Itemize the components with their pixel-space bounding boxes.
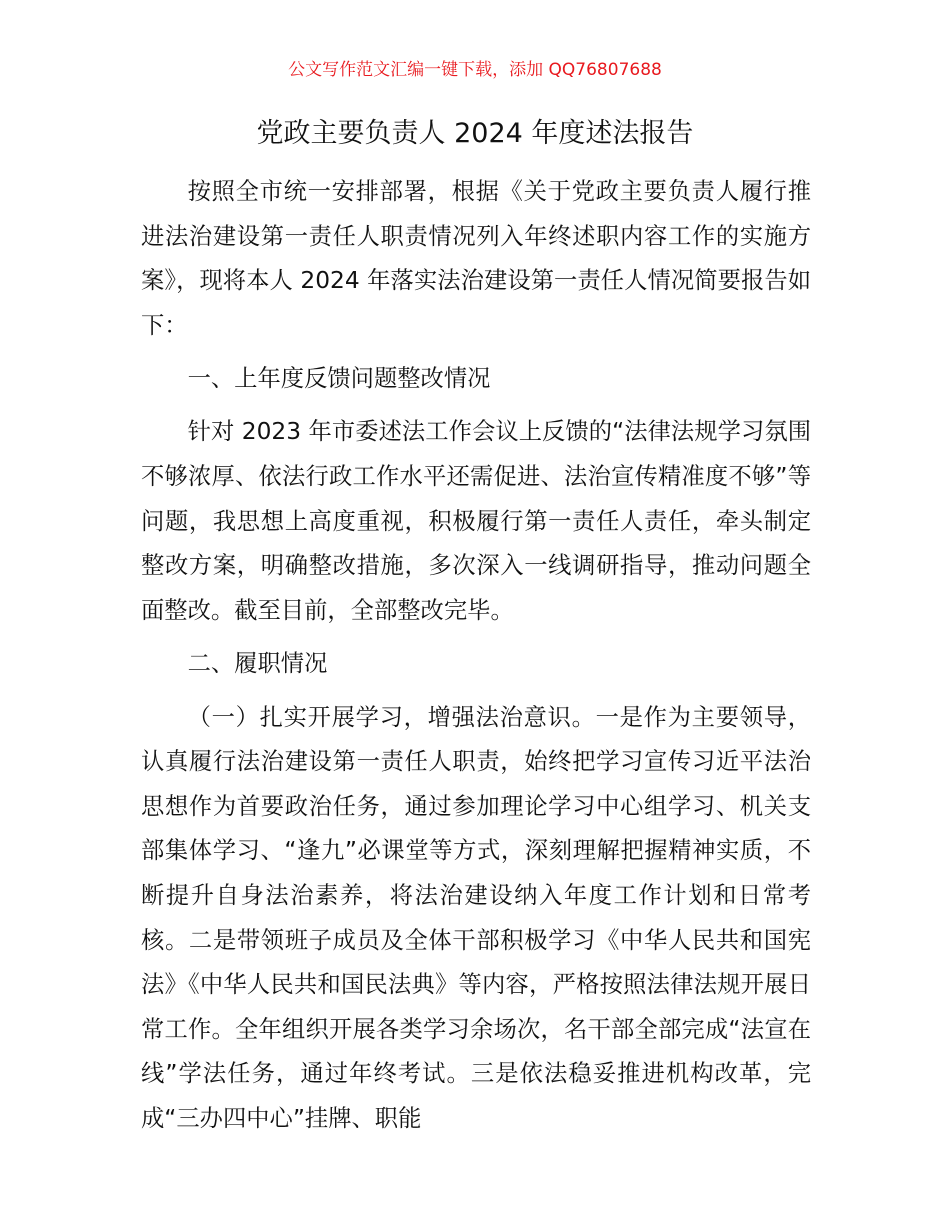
duty-paragraph: （一）扎实开展学习，增强法治意识。一是作为主要领导，认真履行法治建设第一责任人职责，始终把学习宣传习近平法治思想作为首要政治任务，通过参加理论学习中心组学习、机关支部集体学习、“逢九”必课堂等方式，深刻理解把握精神实质，不断提升自身法治素养，将法治建设纳入年度工作计划和日常考核。二是带领班子成员及全体干部积极学习《中华人民共和国宪法》《中华人民共和国民法典》等内容，严格按照法律法规开展日常工作。全年组织开展各类学习余场次，名干部全部完成“法宣在线”学法任务，通过年终考试。三是依法稳妥推进机构改革，完成“三办四中心”挂牌、职能: [141, 703, 811, 1132]
section-heading-2: 二、履职情况: [187, 649, 328, 677]
intro-paragraph: 按照全市统一安排部署，根据《关于党政主要负责人履行推进法治建设第一责任人职责情况列入年终述职内容工作的实施方案》，现将本人 2024 年落实法治建设第一责任人情况简要报告如下：: [141, 178, 811, 339]
document-title: 党政主要负责人 2024 年度述法报告: [256, 118, 694, 149]
document-body: [141, 170, 811, 1150]
rectification-paragraph: 针对 2023 年市委述法工作会议上反馈的“法律法规学习氛围不够浓厚、依法行政工作水平还需促进、法治宣传精准度不够”等问题，我思想上高度重视，积极履行第一责任人责任，牵头制定整改方案，明确整改措施，多次深入一线调研指导，推动问题全面整改。截至目前，全部整改完毕。: [141, 418, 811, 624]
section-heading-1: 一、上年度反馈问题整改情况: [187, 364, 491, 392]
download-banner: 公文写作范文汇编一键下载，添加 QQ76807688: [288, 60, 662, 80]
